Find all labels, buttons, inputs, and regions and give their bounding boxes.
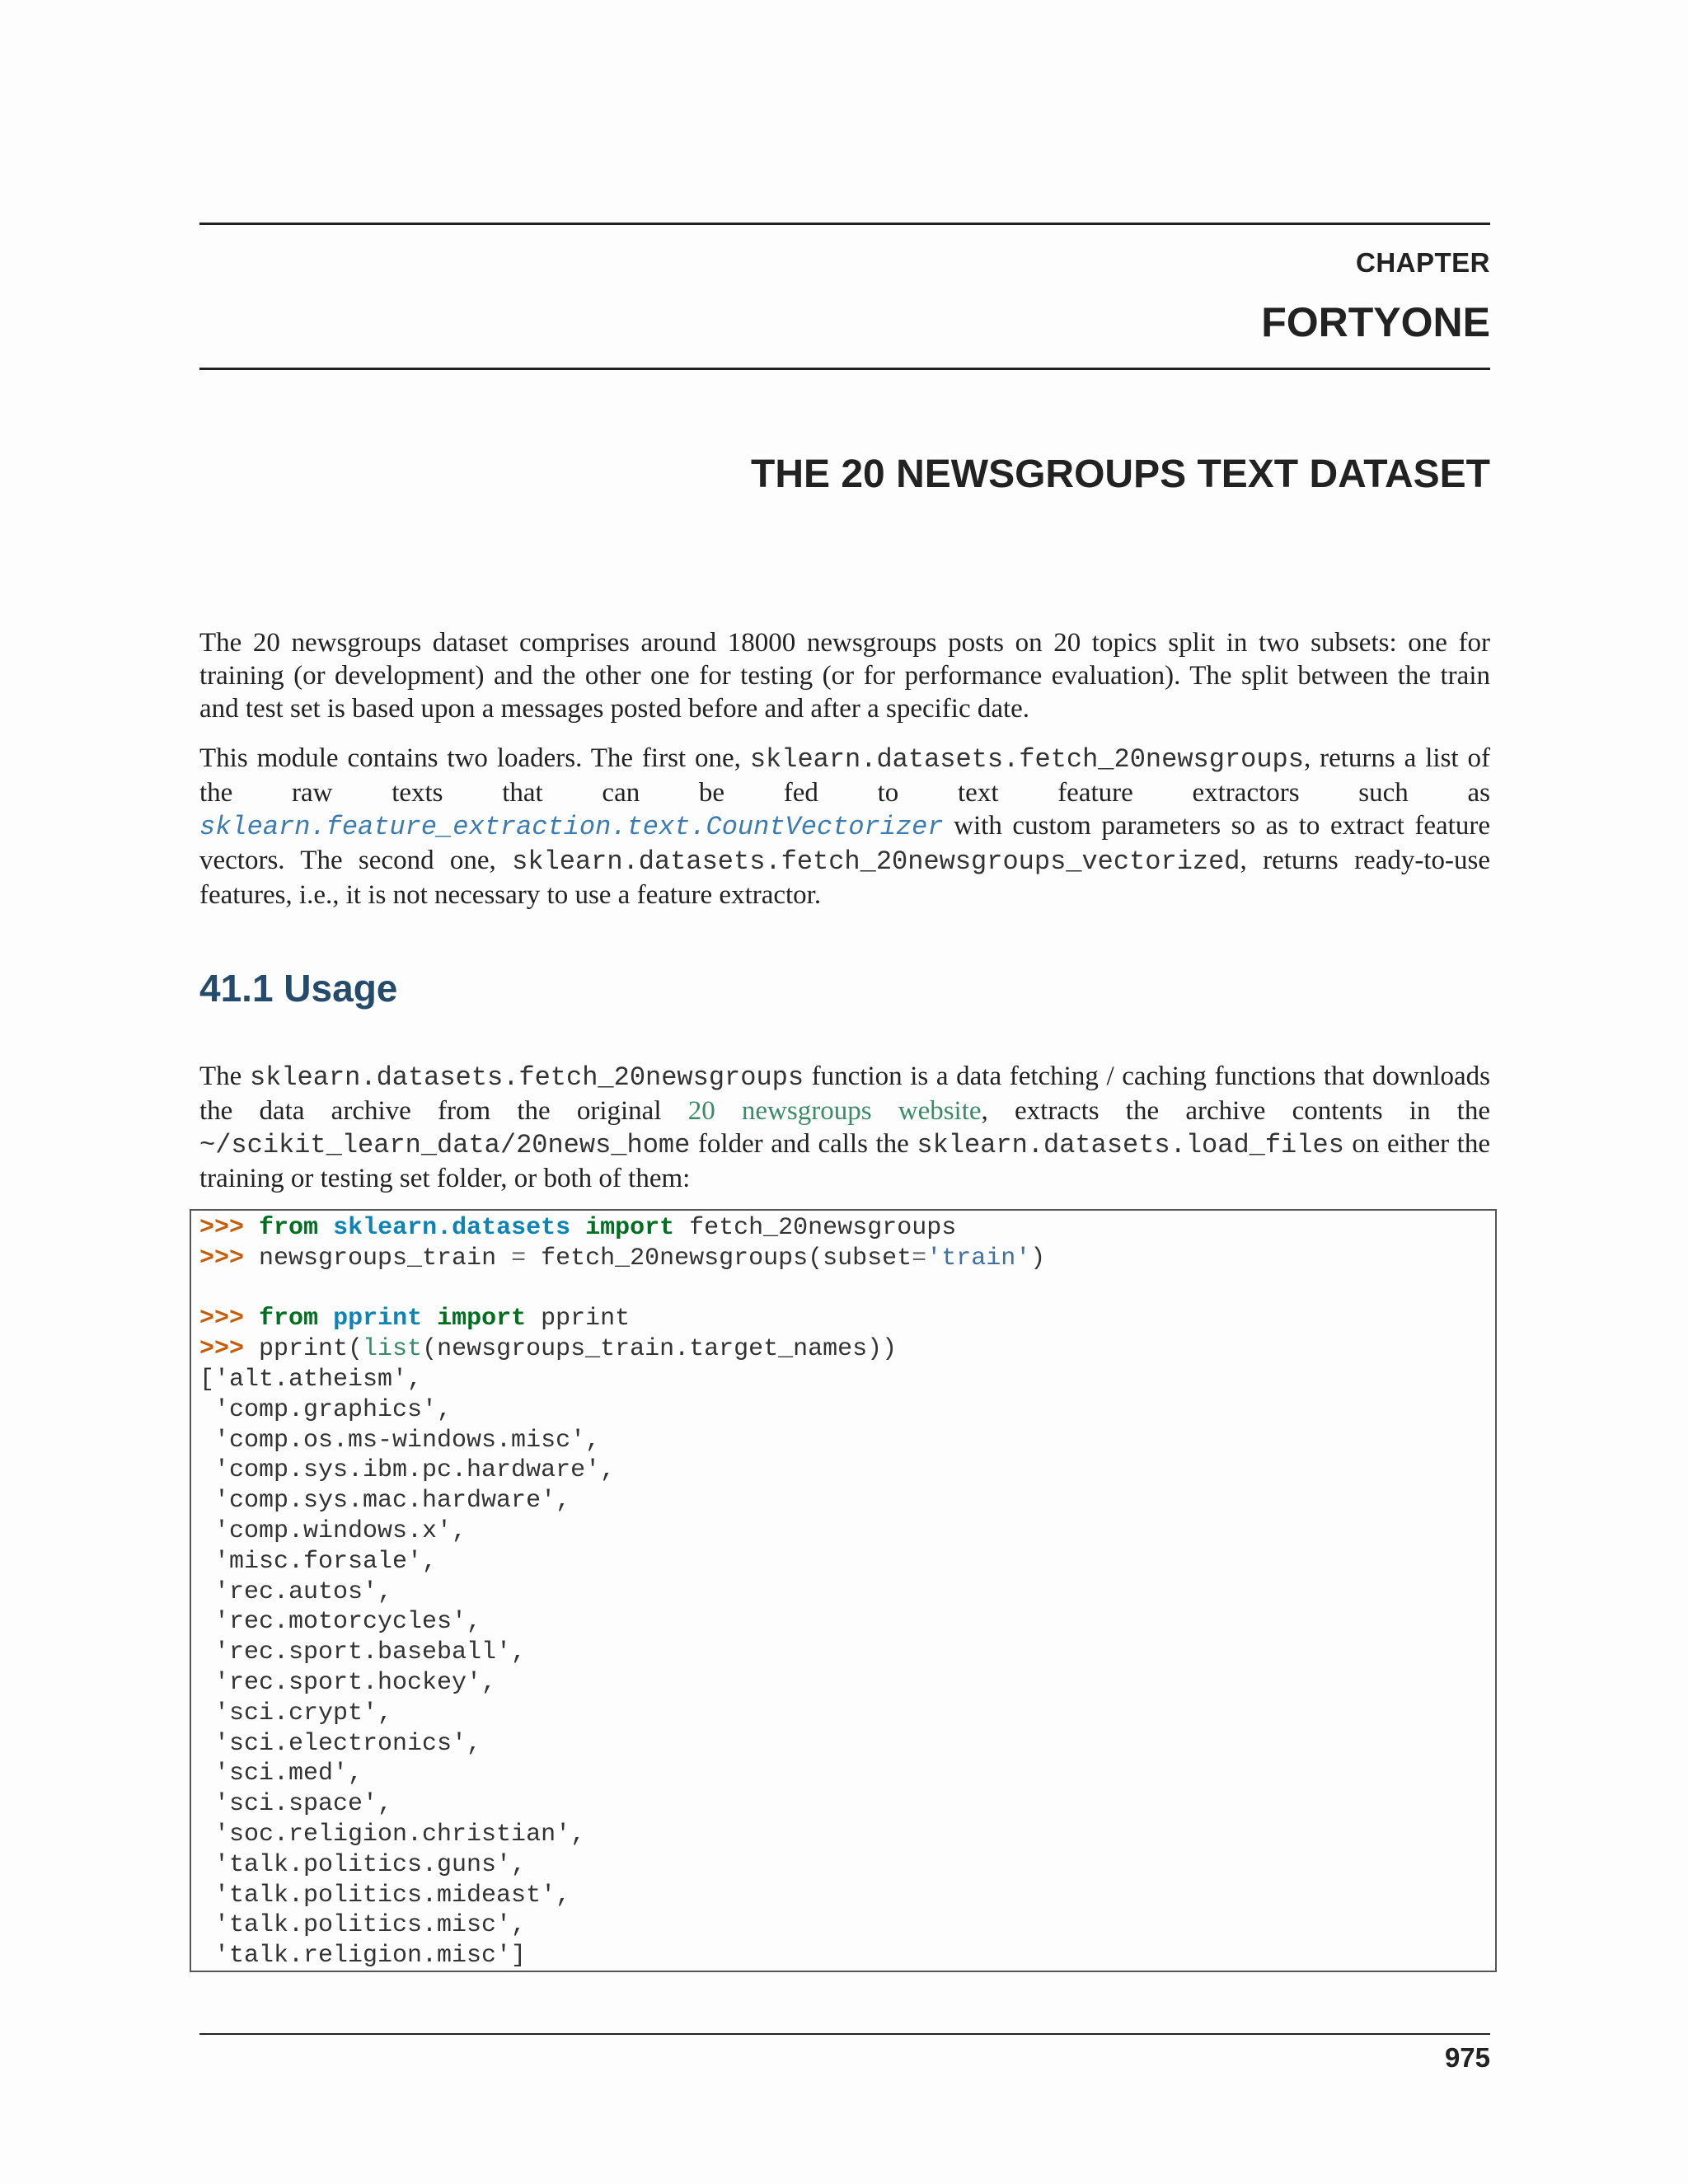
code-operator: = xyxy=(511,1244,527,1272)
code-output: ['alt.atheism', 'comp.graphics', 'comp.os.ms-windows.misc', 'comp.sys.ibm.pc.hardware', 'comp.sys.mac.hardware', 'comp.windows.x', 'misc.forsale', 'rec.autos', 'rec.motorcycles', 'rec.sport.baseball', 'rec.sport.hockey', 'sci.crypt', 'sci.electronics', 'sci.med', 'sci.space', 'soc.religion.christian', 'talk.politics.guns', 'talk.politics.mideast', 'talk.politics.misc', 'talk.religion.misc'] xyxy=(199,1365,616,1971)
intro-text-a: This module contains two loaders. The first one, xyxy=(199,743,750,773)
code-prompt: >>> xyxy=(199,1244,245,1272)
code-listing xyxy=(199,1213,1045,1971)
footer-rule xyxy=(199,2033,1490,2035)
inline-code-fetch-vectorized: sklearn.datasets.fetch_20newsgroups_vectorized xyxy=(512,846,1240,877)
usage-text-d: folder and calls the xyxy=(690,1129,917,1159)
code-text: pprint( xyxy=(244,1335,363,1364)
inline-code-load-files: sklearn.datasets.load_files xyxy=(917,1130,1344,1160)
chapter-top-rule xyxy=(199,223,1490,225)
code-prompt: >>> xyxy=(199,1214,245,1242)
code-text: ) xyxy=(1030,1244,1046,1272)
code-keyword: import xyxy=(585,1214,675,1242)
code-builtin: list xyxy=(363,1335,423,1364)
code-string: 'train' xyxy=(926,1244,1031,1272)
code-keyword: from xyxy=(259,1214,319,1242)
code-prompt: >>> xyxy=(199,1305,245,1333)
code-prompt: >>> xyxy=(199,1335,245,1364)
chapter-bottom-rule xyxy=(199,368,1490,370)
countvectorizer-link[interactable]: sklearn.feature_extraction.text.CountVectorizer xyxy=(199,812,944,842)
page-title: THE 20 NEWSGROUPS TEXT DATASET xyxy=(751,452,1490,496)
newsgroups-website-link[interactable]: 20 newsgroups website xyxy=(687,1096,982,1126)
code-text: fetch_20newsgroups xyxy=(674,1214,957,1242)
code-module: sklearn.datasets xyxy=(333,1214,571,1242)
intro-text-d: , returns ready-to-use features, i.e., it is not necessary to use a feature extractor. xyxy=(199,846,1490,910)
chapter-number: FORTYONE xyxy=(1261,299,1490,345)
intro-text-b: , returns a list of the raw texts that can be fed to text feature extractors such as xyxy=(199,743,1491,808)
code-text: newsgroups_train xyxy=(244,1244,512,1272)
usage-text-b: function is a data fetching / caching functions that downloads the data archive from the original xyxy=(199,1062,1491,1126)
code-text: (newsgroups_train.target_names)) xyxy=(422,1335,898,1364)
code-operator: = xyxy=(912,1244,927,1272)
usage-text-e: on either the training or testing set folder, or both of them: xyxy=(199,1129,1490,1193)
intro-text-c: with custom parameters so as to extract feature vectors. The second one, xyxy=(199,811,1490,875)
usage-text-a: The xyxy=(199,1062,250,1091)
inline-code-fetch-20newsgroups: sklearn.datasets.fetch_20newsgroups xyxy=(749,744,1304,775)
inline-code-home-folder: ~/scikit_learn_data/20news_home xyxy=(199,1130,691,1160)
intro-paragraph-1: The 20 newsgroups dataset comprises around 18000 newsgroups posts on 20 topics split in two subsets: one for training (or development) and the other one for testing (or for performance evaluation). The split between the train and test set is based upon a messages posted before and after a specific date. xyxy=(199,628,1490,724)
code-module: pprint xyxy=(333,1305,423,1333)
code-keyword: import xyxy=(437,1305,527,1333)
code-keyword: from xyxy=(259,1305,319,1333)
usage-paragraph xyxy=(199,1060,1490,1195)
code-text: fetch_20newsgroups(subset xyxy=(526,1244,912,1272)
usage-text-c: , extracts the archive contents in the xyxy=(981,1096,1490,1126)
chapter-label: CHAPTER xyxy=(1355,247,1490,278)
inline-code-fetch-20newsgroups-2: sklearn.datasets.fetch_20newsgroups xyxy=(249,1062,804,1093)
intro-paragraph-2 xyxy=(199,742,1490,912)
code-text: pprint xyxy=(526,1305,631,1333)
section-heading-usage: 41.1 Usage xyxy=(199,967,398,1010)
page-number: 975 xyxy=(1444,2042,1490,2073)
